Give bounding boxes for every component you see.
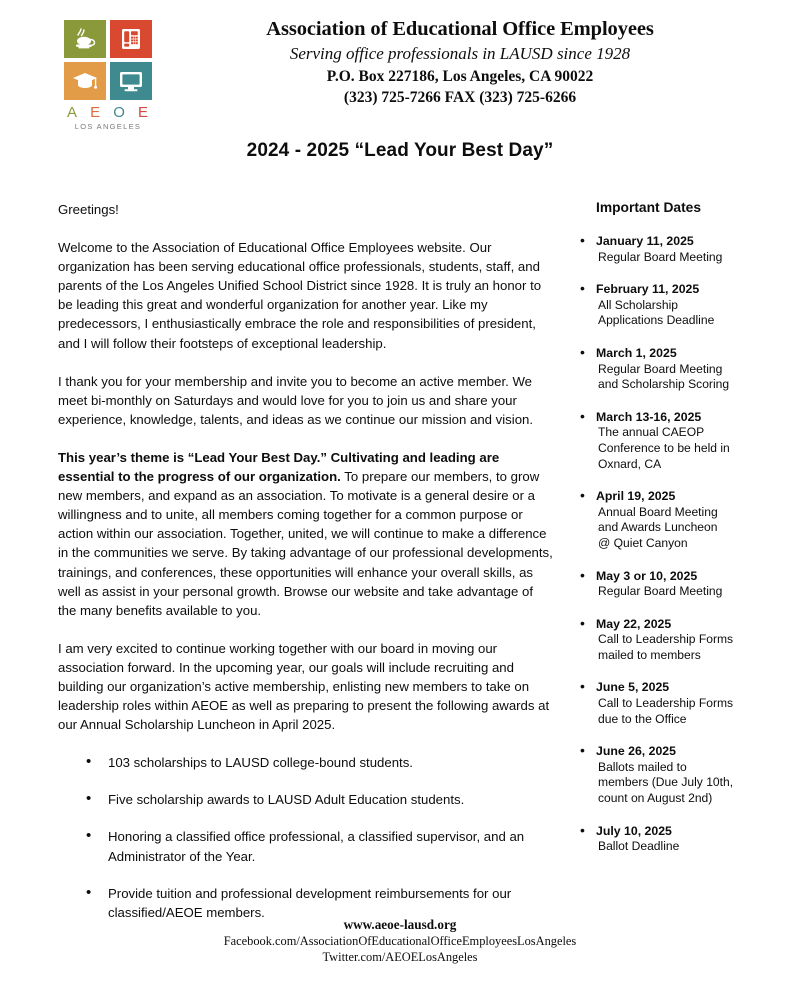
graduation-cap-icon — [71, 70, 99, 92]
list-item — [578, 824, 788, 855]
organization-name: Association of Educational Office Employees — [266, 18, 654, 40]
aeoe-logo — [64, 20, 156, 131]
computer-monitor-icon — [118, 69, 144, 93]
letter-paragraph-3-rest: To prepare our members, to grow new members, and expand as an association. To motivate is a general desire or a willingness and to unite, all members coming together for a common purpose or action within our association. Together, united, we will continue to make a difference in the communities we serve. By taking advantage of our professional developments, trainings, and conferences, these opportunities will enhance your overall skills, as well as assist in your personal growth. Browse our website and take advantage of the many benefits available to you. — [58, 469, 553, 618]
logo-wordmark — [64, 104, 152, 121]
date-description: Call to Leadership Forms due to the Office — [598, 696, 734, 726]
logo-tile-graduation-cap — [64, 62, 106, 100]
date-description: Ballot Deadline — [598, 839, 680, 854]
list-item: • Five scholarship awards to LAUSD Adult Education students. — [58, 790, 553, 809]
date-label: • May 3 or 10, 2025 — [596, 568, 698, 583]
list-item: • Provide tuition and professional development reimbursements for our classified/AEOE members. — [58, 884, 553, 922]
date-description: Ballots mailed to members (Due July 10th, count on August 2nd) — [598, 759, 734, 806]
date-label: • February 11, 2025 — [596, 282, 700, 297]
sidebar-title: Important Dates — [596, 200, 702, 215]
list-item — [578, 346, 788, 393]
date-label: • June 26, 2025 — [596, 744, 676, 759]
letter-body — [58, 200, 553, 940]
list-item — [578, 489, 788, 551]
document-footer — [0, 917, 800, 965]
website-link[interactable]: www.aeoe-lausd.org — [343, 917, 457, 932]
logo-tile-computer-monitor — [110, 62, 152, 100]
letter-paragraph-4: I am very excited to continue working together with our board in moving our association forward. In the upcoming year, our goals will include recruiting and building our organization’s active membership, enlisting new members to take on leadership roles within AEOE as well as preparing to present the following awards at our Annual Scholarship Luncheon in April 2025. — [58, 640, 550, 733]
list-item — [578, 410, 788, 472]
list-item — [578, 617, 788, 664]
awards-list — [58, 753, 553, 922]
list-item — [578, 680, 788, 727]
dates-list — [578, 234, 788, 855]
logo-letter-a: A — [67, 104, 79, 121]
letter-paragraph-2: I thank you for your membership and invite you to become an active member. We meet bi-monthly on Saturdays and would love for you to join us and share your experience, knowledge, talents, and ideas as we continue our mission and vision. — [58, 373, 534, 427]
logo-tile-telephone — [110, 20, 152, 58]
letter-paragraph-3 — [58, 448, 553, 620]
date-description: Regular Board Meeting — [598, 249, 723, 264]
telephone-icon — [120, 27, 142, 51]
organization-tagline: Serving office professionals in LAUSD since 1928 — [289, 43, 631, 63]
logo-tile-oil-lamp — [64, 20, 106, 58]
date-description: Call to Leadership Forms mailed to members — [598, 632, 734, 662]
date-label: • July 10, 2025 — [596, 823, 672, 838]
date-description: Regular Board Meeting — [598, 584, 723, 599]
list-item — [578, 744, 788, 806]
date-label: • January 11, 2025 — [596, 234, 694, 248]
date-description: The annual CAEOP Conference to be held in Oxnard, CA — [598, 425, 730, 471]
organization-phone: (323) 725-7266 FAX (323) 725-6266 — [343, 88, 577, 106]
oil-lamp-icon — [72, 27, 98, 51]
organization-address: P.O. Box 227186, Los Angeles, CA 90022 — [326, 67, 594, 85]
date-label: • March 13-16, 2025 — [596, 409, 702, 424]
important-dates-sidebar — [578, 200, 788, 872]
list-item: • 103 scholarships to LAUSD college-bound students. — [58, 753, 553, 772]
logo-subtitle: LOS ANGELES — [74, 122, 142, 131]
date-label: • March 1, 2025 — [596, 345, 677, 360]
logo-tile-grid — [64, 20, 152, 100]
logo-letter-o: O — [113, 104, 126, 121]
document-header — [0, 0, 800, 131]
date-description: All Scholarship Applications Deadline — [598, 297, 715, 328]
date-label: • May 22, 2025 — [596, 616, 672, 631]
list-item: • Honoring a classified office professional, a classified supervisor, and an Administrator of the Year. — [58, 827, 553, 865]
twitter-link[interactable]: Twitter.com/AEOELosAngeles — [322, 950, 478, 964]
date-description: Annual Board Meeting and Awards Luncheon @ Quiet Canyon — [598, 504, 718, 550]
date-label: • April 19, 2025 — [596, 489, 676, 504]
letter-greeting: Greetings! — [58, 202, 119, 217]
logo-letter-e1: E — [90, 104, 102, 121]
facebook-link[interactable]: Facebook.com/AssociationOfEducationalOfficeEmployeesLosAngeles — [223, 934, 577, 948]
date-description: Regular Board Meeting and Scholarship Scoring — [598, 361, 730, 392]
date-label: • June 5, 2025 — [596, 680, 670, 695]
organization-header-text — [160, 18, 760, 109]
list-item — [578, 234, 788, 265]
logo-letter-e2: E — [137, 104, 149, 121]
page-title: 2024 - 2025 “Lead Your Best Day” — [246, 140, 554, 161]
list-item — [578, 282, 788, 329]
letter-paragraph-1: Welcome to the Association of Educational Office Employees website. Our organization has been serving educational office professionals, students, staff, and parents of the Los Angeles Unified School District since 1928. It is truly an honor to be leading this great and wonderful organization for another year. Like my predecessors, I enthusiastically embrace the role and responsibilities of president, and I will follow their footsteps of exceptional leadership. — [58, 240, 542, 351]
list-item — [578, 569, 788, 600]
letter-theme-statement: This year’s theme is “Lead Your Best Day.” Cultivating and leading are essential to the progress of our organization. — [58, 449, 500, 485]
